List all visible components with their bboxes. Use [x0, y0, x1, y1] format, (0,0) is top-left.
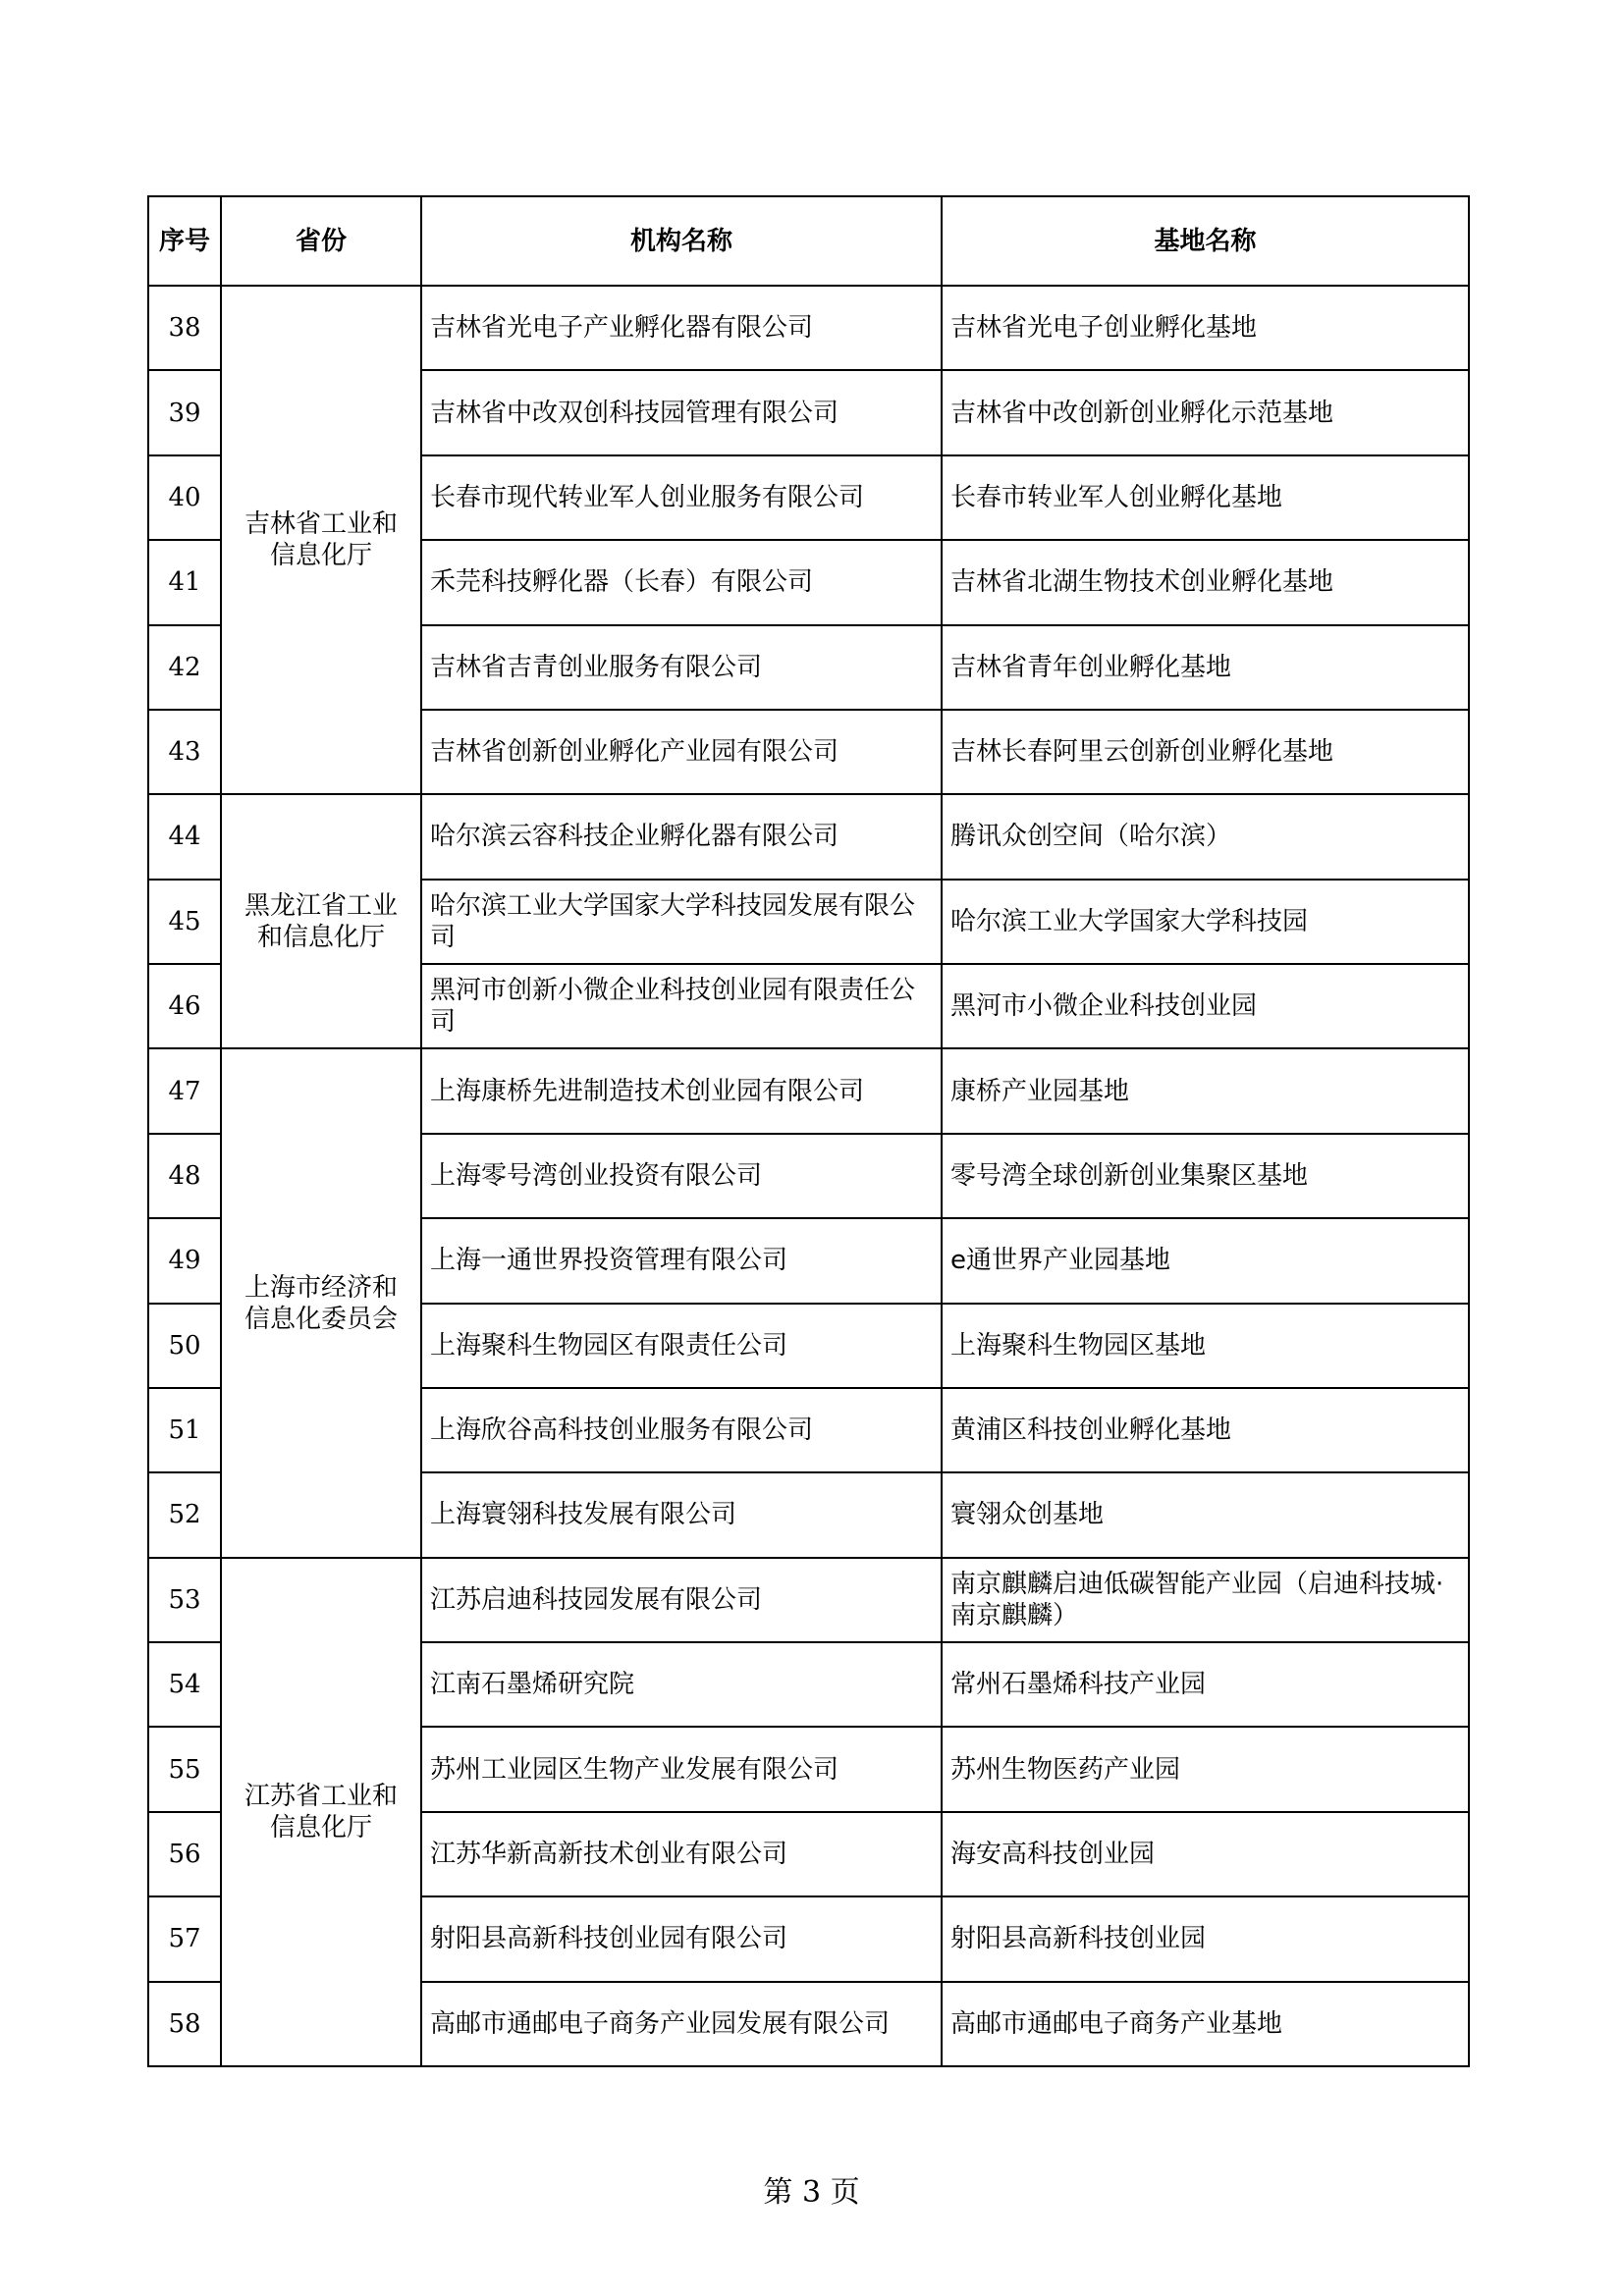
institution-name: 禾芫科技孵化器（长春）有限公司: [421, 540, 942, 624]
base-name: e通世界产业园基地: [942, 1218, 1469, 1303]
institution-name: 哈尔滨工业大学国家大学科技园发展有限公司: [421, 880, 942, 964]
base-name: 吉林省光电子创业孵化基地: [942, 286, 1469, 370]
row-index: 51: [148, 1388, 221, 1472]
institution-name: 吉林省创新创业孵化产业园有限公司: [421, 710, 942, 794]
institution-name: 江苏华新高新技术创业有限公司: [421, 1812, 942, 1896]
institution-name: 上海零号湾创业投资有限公司: [421, 1134, 942, 1218]
row-index: 49: [148, 1218, 221, 1303]
header-base: 基地名称: [942, 196, 1469, 286]
base-name: 苏州生物医药产业园: [942, 1727, 1469, 1811]
row-index: 46: [148, 964, 221, 1048]
base-name: 射阳县高新科技创业园: [942, 1896, 1469, 1981]
row-index: 57: [148, 1896, 221, 1981]
table-row: [148, 794, 1469, 879]
province-cell: 上海市经济和信息化委员会: [221, 1048, 421, 1557]
header-province: 省份: [221, 196, 421, 286]
institution-name: 射阳县高新科技创业园有限公司: [421, 1896, 942, 1981]
institution-name: 上海聚科生物园区有限责任公司: [421, 1304, 942, 1388]
row-index: 39: [148, 370, 221, 454]
base-name: 黄浦区科技创业孵化基地: [942, 1388, 1469, 1472]
base-name: 常州石墨烯科技产业园: [942, 1642, 1469, 1727]
institution-name: 上海寰翎科技发展有限公司: [421, 1472, 942, 1557]
table-row: [148, 1048, 1469, 1133]
row-index: 45: [148, 880, 221, 964]
base-name: 黑河市小微企业科技创业园: [942, 964, 1469, 1048]
province-cell: 江苏省工业和信息化厅: [221, 1558, 421, 2066]
base-name: 腾讯众创空间（哈尔滨）: [942, 794, 1469, 879]
row-index: 47: [148, 1048, 221, 1133]
institution-name: 哈尔滨云容科技企业孵化器有限公司: [421, 794, 942, 879]
row-index: 58: [148, 1982, 221, 2067]
row-index: 50: [148, 1304, 221, 1388]
row-index: 43: [148, 710, 221, 794]
row-index: 56: [148, 1812, 221, 1896]
page-number: 第 3 页: [763, 2175, 860, 2210]
base-name: 吉林省中改创新创业孵化示范基地: [942, 370, 1469, 454]
row-index: 40: [148, 455, 221, 540]
institution-name: 苏州工业园区生物产业发展有限公司: [421, 1727, 942, 1811]
header-institution: 机构名称: [421, 196, 942, 286]
row-index: 55: [148, 1727, 221, 1811]
institution-name: 上海欣谷高科技创业服务有限公司: [421, 1388, 942, 1472]
institution-name: 江苏启迪科技园发展有限公司: [421, 1558, 942, 1642]
institution-name: 上海一通世界投资管理有限公司: [421, 1218, 942, 1303]
table-row: [148, 1558, 1469, 1642]
row-index: 48: [148, 1134, 221, 1218]
base-name: 海安高科技创业园: [942, 1812, 1469, 1896]
base-name: 高邮市通邮电子商务产业基地: [942, 1982, 1469, 2067]
base-name: 南京麒麟启迪低碳智能产业园（启迪科技城·南京麒麟）: [942, 1558, 1469, 1642]
base-name: 寰翎众创基地: [942, 1472, 1469, 1557]
institution-name: 上海康桥先进制造技术创业园有限公司: [421, 1048, 942, 1133]
institution-name: 吉林省吉青创业服务有限公司: [421, 625, 942, 710]
table-header-row: [148, 196, 1469, 286]
institution-name: 江南石墨烯研究院: [421, 1642, 942, 1727]
base-name: 吉林省北湖生物技术创业孵化基地: [942, 540, 1469, 624]
base-name: 康桥产业园基地: [942, 1048, 1469, 1133]
province-cell: 吉林省工业和信息化厅: [221, 286, 421, 794]
row-index: 53: [148, 1558, 221, 1642]
row-index: 52: [148, 1472, 221, 1557]
base-name: 吉林长春阿里云创新创业孵化基地: [942, 710, 1469, 794]
institution-name: 黑河市创新小微企业科技创业园有限责任公司: [421, 964, 942, 1048]
base-name: 零号湾全球创新创业集聚区基地: [942, 1134, 1469, 1218]
institution-name: 吉林省光电子产业孵化器有限公司: [421, 286, 942, 370]
header-index: 序号: [148, 196, 221, 286]
base-name: 吉林省青年创业孵化基地: [942, 625, 1469, 710]
row-index: 38: [148, 286, 221, 370]
base-name: 哈尔滨工业大学国家大学科技园: [942, 880, 1469, 964]
base-name: 上海聚科生物园区基地: [942, 1304, 1469, 1388]
institution-table: [147, 195, 1470, 2067]
row-index: 54: [148, 1642, 221, 1727]
province-cell: 黑龙江省工业和信息化厅: [221, 794, 421, 1048]
table-row: [148, 286, 1469, 370]
institution-name: 高邮市通邮电子商务产业园发展有限公司: [421, 1982, 942, 2067]
base-name: 长春市转业军人创业孵化基地: [942, 455, 1469, 540]
institution-name: 长春市现代转业军人创业服务有限公司: [421, 455, 942, 540]
row-index: 42: [148, 625, 221, 710]
row-index: 41: [148, 540, 221, 624]
institution-name: 吉林省中改双创科技园管理有限公司: [421, 370, 942, 454]
row-index: 44: [148, 794, 221, 879]
